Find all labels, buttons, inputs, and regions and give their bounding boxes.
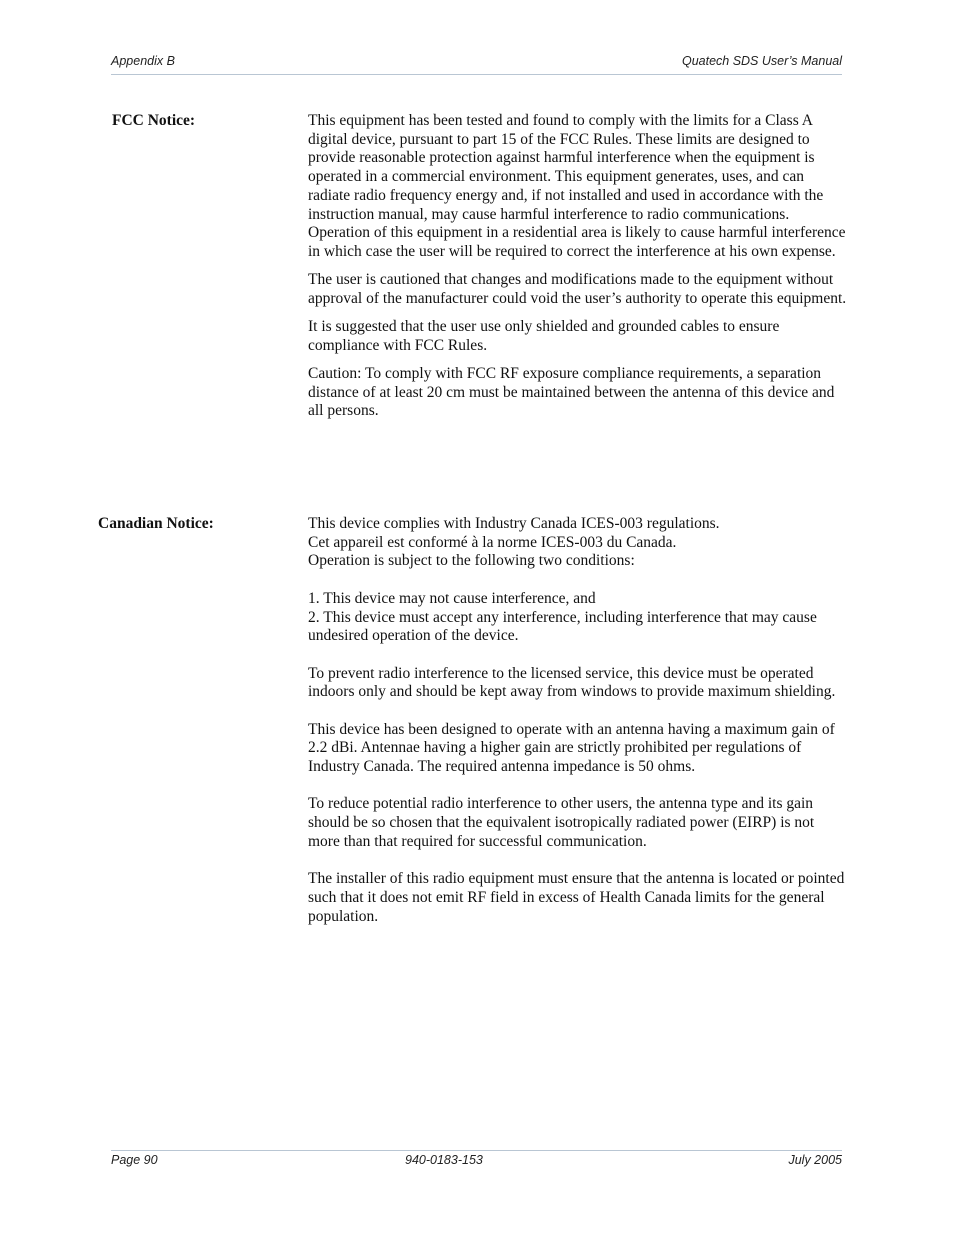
canadian-notice-label: Canadian Notice: <box>98 515 214 532</box>
spacer <box>308 702 848 721</box>
spacer <box>308 777 848 796</box>
canada-paragraph: The installer of this radio equipment must ensure that the antenna is located or pointed such that it does not emit RF field in excess of Health Canada limits for the general population. <box>308 870 845 925</box>
canada-intro-line: Cet appareil est conformé à la norme ICES-003 du Canada. <box>308 533 677 551</box>
spacer <box>308 852 848 871</box>
header-section-title: Appendix B <box>111 54 175 68</box>
footer-date: July 2005 <box>788 1153 842 1167</box>
page-footer <box>111 1150 842 1173</box>
header-manual-title: Quatech SDS User’s Manual <box>681 54 842 68</box>
canada-condition: 2. This device must accept any interference, including interference that may cause undesired operation of the device. <box>308 608 817 645</box>
canada-paragraph: This device has been designed to operate with an antenna having a maximum gain of 2.2 dBi. Antennae having a higher gain are strictly prohibited per regulations of Industry Canada. The required antenna impedance is 50 ohms. <box>308 720 835 776</box>
fcc-paragraph: This equipment has been tested and found to comply with the limits for a Class A digital device, pursuant to part 15 of the FCC Rules. These limits are designed to provide reasonable protection against harmful interference when the equipment is operated in a commercial environment. This equipment generates, uses, and can radiate radio frequency energy and, if not installed and used in accordance with the instruction manual, may cause harmful interference to radio communications. Operation of this equipment in a residential area is likely to cause harmful interference in which case the user will be required to correct the interference at his own expense. <box>308 112 846 260</box>
fcc-paragraph: The user is cautioned that changes and modifications made to the equipment without approval of the manufacturer could void the user’s authority to operate this equipment. <box>308 271 847 307</box>
fcc-notice-label: FCC Notice: <box>112 112 196 129</box>
footer-page-number: Page 90 <box>111 1153 158 1167</box>
canadian-notice-body <box>308 515 848 926</box>
fcc-notice-body <box>308 112 848 431</box>
canada-condition: 1. This device may not cause interference, and <box>308 589 596 607</box>
canada-intro-line: This device complies with Industry Canada ICES-003 regulations. <box>308 515 720 532</box>
canada-paragraph: To reduce potential radio interference to other users, the antenna type and its gain should be so chosen that the equivalent isotropically radiated power (EIRP) is not more than that required for successful communication. <box>308 795 815 850</box>
canada-paragraph: To prevent radio interference to the licensed service, this device must be operated indoors only and should be kept away from windows to provide maximum shielding. <box>308 664 836 701</box>
fcc-paragraph: Caution: To comply with FCC RF exposure compliance requirements, a separation distance of at least 20 cm must be maintained between the antenna of this device and all persons. <box>308 364 835 420</box>
canada-intro-line: Operation is subject to the following two conditions: <box>308 552 635 570</box>
footer-document-number: 940-0183-153 <box>405 1153 483 1167</box>
fcc-paragraph: It is suggested that the user use only shielded and grounded cables to ensure compliance with FCC Rules. <box>308 318 780 354</box>
spacer <box>308 571 848 590</box>
page-header <box>111 54 842 75</box>
spacer <box>308 646 848 665</box>
